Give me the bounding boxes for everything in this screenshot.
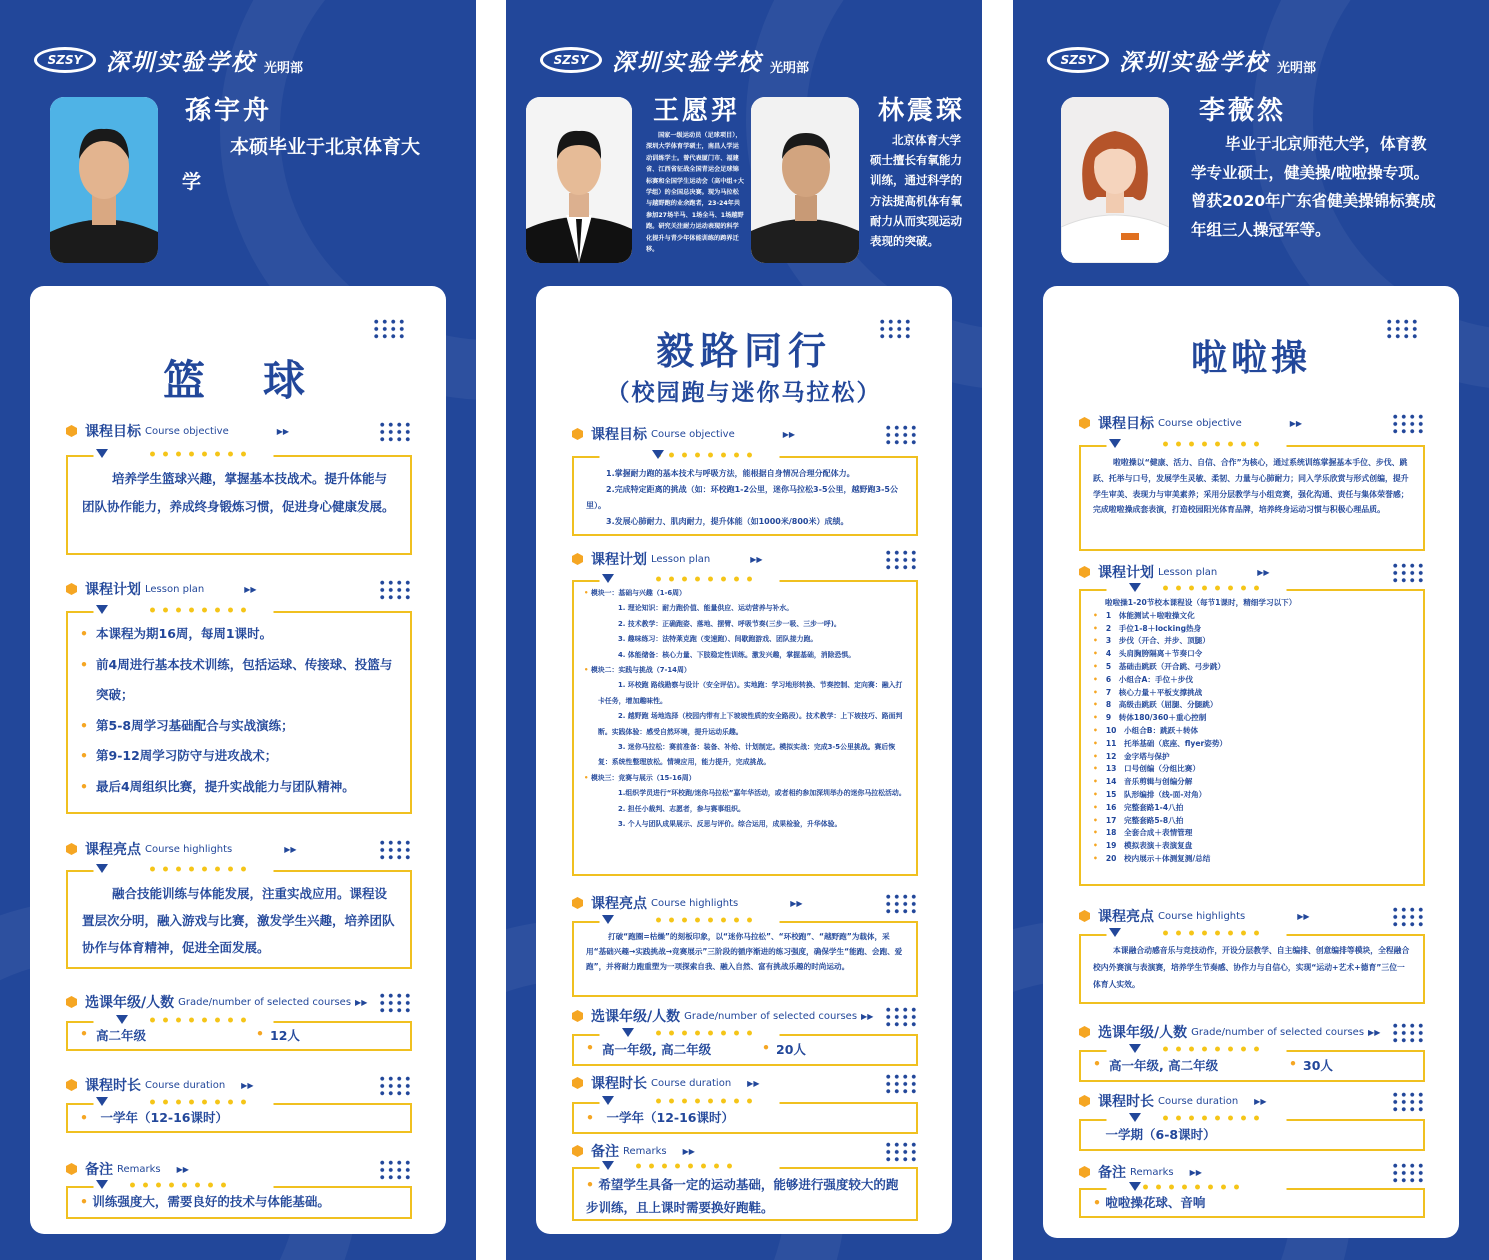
school-header (34, 40, 303, 80)
course-subtitle: （校园跑与迷你马拉松） (606, 380, 882, 406)
module-item: 3. 趣味练习：法特莱克跑（变速跑）、间歇跑游戏、团队接力跑。 (618, 635, 818, 644)
course-panel-running (506, 0, 982, 1260)
course-title: 篮 球 (162, 356, 313, 405)
double-arrow-icon: ▶▶ (861, 1011, 874, 1021)
module-item: 3. 个人与团队成果展示、反思与评价。综合运用，成果检验，升华体验。 (618, 820, 842, 829)
hexagon-icon (1079, 417, 1090, 429)
highlights-text: 打破“跑圈=枯燥”的刻板印象，以“迷你马拉松”、“环校跑”、“越野跑”为载体，采用“基础兴趣→实践挑战→竞赛展示”三阶段的循序渐进的练习强度，确保学生“能跑、会跑、爱跑”，并将耐力跑重塑为一项探索自我、融入自然、富有挑战乐趣的时尚运动。 (586, 932, 903, 971)
teacher-name: 孫宇舟 (185, 96, 273, 126)
hexagon-icon (1079, 1095, 1090, 1107)
module-item: 4. 体能储备：核心力量、下肢稳定性训练。激发兴趣，掌握基础，消除恐惧。 (618, 650, 856, 659)
teacher-photo (50, 97, 158, 263)
school-name: 深圳实验学校 (1119, 48, 1269, 76)
campus-name: 光明部 (1277, 60, 1317, 76)
module-item: 2. 担任小裁判、志愿者，参与赛事组织。 (618, 804, 745, 813)
objective-text: 啦啦操以“健康、活力、自信、合作”为核心，通过系统训练掌握基本手位、步伐、跳跃、托举与口号，发展学生灵敏、柔韧、力量与心肺耐力；同入学乐欣赏与形式创编，提升学生审美、表现力与审美素养；采用分层教学与小组竞赛，强化沟通、责任与集体荣誉感；完成啦啦操成套表演，打造校园阳光体育品牌，培养终身运动习惯与积极心理品质。 (1093, 458, 1409, 515)
hexagon-icon (572, 553, 583, 565)
course-title: 啦啦操 (1190, 338, 1311, 379)
plan-item: 19 模拟表演＋表演复盘 (1105, 841, 1193, 851)
double-arrow-icon: ▶▶ (1189, 1167, 1202, 1177)
plan-item: 14 音乐剪辑与创编分解 (1105, 777, 1193, 787)
school-name: 深圳实验学校 (106, 48, 256, 76)
double-arrow-icon: ▶▶ (790, 898, 803, 908)
module-title: 模块三：竞赛与展示（15-16周） (590, 773, 696, 782)
double-arrow-icon: ▶▶ (241, 1080, 254, 1090)
course-card: 篮 球 课程目标 Course objective ▶▶ 培养学生篮球兴趣，掌握基本技战术。提升体能与团队协作能力，养成终身锻炼习惯，促进身心健康发展。 课程计划 Lesson plan ▶▶ • 本课程为期16周，每周1课时。 • 前4周进行基本技术训练，包括运球、传接球、投篮与突破； • 第5-8周学习基础配合与实战演练； • 第9-12周学习防守与进攻战术； • 最后4周组织比赛，提升实战能力与团队精神。 课程亮点 Course highlights ▶▶ 融合技能训练与体能发展，注重实战应用。课程设置层次分明，融入游戏与比赛，激发学生兴趣，培养团队协作与体育精神，促进全面发展。 选课年级/人数 Grade/number of selected courses ▶▶ • 高二年级 • 12人 课程时长 Course duration ▶▶ • 一学年（12-16课时） 备注 Remarks ▶▶ • 训练强度大，需要良好的技术与体能基础。 (30, 286, 446, 1234)
course-panel-cheerleading (1013, 0, 1489, 1260)
plan-item: 10 小组合B：跳跃＋转体 (1105, 725, 1199, 735)
hexagon-icon (66, 583, 77, 595)
double-arrow-icon: ▶▶ (1289, 418, 1303, 428)
module-item: 1.组织学员进行“环校跑/迷你马拉松”嘉年华活动，或者相约参加深圳举办的迷你马拉松活动。 (618, 789, 906, 798)
objective-text: 培养学生篮球兴趣，掌握基本技战术。提升体能与团队协作能力，养成终身锻炼习惯，促进身心健康发展。 (82, 471, 395, 514)
teacher-photo (751, 97, 859, 263)
highlights-text: 本课融合动感音乐与竞技动作，开设分层教学、自主编排、创意编排等模块，全程融合校内外赛演与表演赛，培养学生节奏感、协作力与自信心，实现“运动+艺术+德育”三位一体育人实效。 (1093, 946, 1410, 989)
plan-item: 3 步伐（开合、并步、顶腿） (1105, 636, 1210, 646)
plan-item: 11 托举基础（底座、flyer姿势） (1105, 738, 1228, 748)
course-card: 啦啦操 课程目标 Course objective ▶▶ 啦啦操以“健康、活力、自信、合作”为核心，通过系统训练掌握基本手位、步伐、跳跃、托举与口号，发展学生灵敏、柔韧、力量与心肺耐力；同入学乐欣赏与形式创编，提升学生审美、表现力与审美素养；采用分层教学与小组竞赛，强化沟通、责任与集体荣誉感；完成啦啦操成套表演，打造校园阳光体育品牌，培养终身运动习惯与积极心理品质。 课程计划 Lesson plan ▶▶ 啦啦操1-20节校本课程设（每节1课时，精细学习以下） • 1 体能测试＋啦啦操文化 • 2 手位1-8＋locking热身 • 3 步伐（开合、并步、顶腿） • 4 头肩胸胯隔离＋节奏口令 • 5 基础击跳跃（开合跳、弓步跳） • 6 小组合A：手位＋步伐 • 7 核心力量＋平板支撑挑战 • 8 高级击跳跃（屈腿、分腿跳） • 9 转体180/360＋重心控制 • 10 小组合B：跳跃＋转体 • 11 托举基础（底座、flyer姿势） • 12 金字塔与保护 • 13 口号创编（分组比赛） • 14 音乐剪辑与创编分解 • 15 队形编排（线-面-对角） • 16 完整套路1-4八拍 • 17 完整套路5-8八拍 • 18 全套合成＋表情管理 • 19 模拟表演＋表演复盘 • 20 校内展示＋体测复测/总结 课程亮点 Course highlights ▶▶ 本课融合动感音乐与竞技动作，开设分层教学、自主编排、创意编排等模块，全程融合校内外赛演与表演赛，培养学生节奏感、协作力与自信心，实现“运动+艺术+德育”三位一体育人实效。 选课年级/人数 Grade/number of selected courses ▶▶ • 高一年级, 高二年级 • 30人 课程时长 Course duration ▶▶ 一学期（6-8课时） 备注 Remarks ▶▶ • 啦啦操花球、音响 (1043, 286, 1459, 1238)
plan-item: 最后4周组织比赛，提升实战能力与团队精神。 (96, 778, 355, 794)
module-item: 1. 环校跑 路线勘察与设计（安全评估）。实地跑：学习地形转换、节奏控制、定向赛：融入打卡任务，增加趣味性。 (598, 681, 903, 705)
plan-item: 前4周进行基本技术训练，包括运球、传接球、投篮与突破； (96, 656, 393, 702)
hexagon-icon (66, 843, 77, 855)
teacher-bio: 北京体育大学硕士擅长有氧能力训练，通过科学的方法提高机体有氧耐力从而实现运动表现的突破。 (870, 133, 962, 249)
count-value: 30人 (1303, 1058, 1333, 1073)
hexagon-icon (572, 1077, 583, 1089)
course-panel-basketball (0, 0, 476, 1260)
plan-item: 8 高级击跳跃（屈腿、分腿跳） (1105, 700, 1218, 710)
plan-item: 6 小组合A：手位＋步伐 (1105, 674, 1193, 684)
teacher-photo (526, 97, 632, 263)
plan-item: 5 基础击跳跃（开合跳、弓步跳） (1105, 661, 1226, 671)
plan-item: 18 全套合成＋表情管理 (1105, 828, 1193, 838)
objective-item: 1.掌握耐力跑的基本技术与呼吸方法，能根据自身情况合理分配体力。 (606, 469, 855, 478)
hexagon-icon (572, 428, 583, 440)
objective-item: 2.完成特定距离的挑战（如：环校跑1-2公里，迷你马拉松3-5公里，越野跑3-5公里）。 (586, 485, 898, 510)
grade-value: 高二年级 (96, 1028, 147, 1043)
hexagon-icon (1079, 910, 1090, 922)
module-title: 模块二：实践与挑战（7-14周） (590, 666, 691, 675)
hexagon-icon (66, 1163, 77, 1175)
plan-item: 本课程为期16周，每周1课时。 (96, 626, 273, 641)
hexagon-icon (66, 996, 77, 1008)
plan-item: 9 转体180/360＋重心控制 (1105, 713, 1207, 723)
module-item: 1. 理论知识：耐力跑价值、能量供应、运动营养与补水。 (618, 604, 794, 613)
hexagon-icon (1079, 1166, 1090, 1178)
plan-item: 第9-12周学习防守与进攻战术； (96, 748, 278, 763)
hexagon-icon (572, 1145, 583, 1157)
plan-item: 13 口号创编（分组比赛） (1105, 764, 1200, 774)
double-arrow-icon: ▶▶ (682, 1146, 695, 1156)
count-value: 20人 (776, 1042, 806, 1057)
plan-item: 1 体能测试＋啦啦操文化 (1105, 610, 1195, 620)
remarks-value: 啦啦操花球、音响 (1105, 1195, 1206, 1210)
double-arrow-icon: ▶▶ (176, 1164, 189, 1174)
school-header (1047, 40, 1316, 80)
plan-item: 4 头肩胸胯隔离＋节奏口令 (1105, 649, 1203, 659)
highlights-text: 融合技能训练与体能发展，注重实战应用。课程设置层次分明，融入游戏与比赛，激发学生兴趣，培养团队协作与体育精神，促进全面发展。 (82, 886, 395, 955)
school-header (540, 40, 809, 80)
hexagon-icon (66, 1079, 77, 1091)
plan-item: 16 完整套路1-4八拍 (1105, 802, 1184, 812)
double-arrow-icon: ▶▶ (750, 554, 763, 564)
course-card: 毅路同行 （校园跑与迷你马拉松） 课程目标 Course objective ▶▶ 1.掌握耐力跑的基本技术与呼吸方法，能根据自身情况合理分配体力。 2.完成特定距离的挑战（如：环校跑1-2公里，迷你马拉松3-5公里，越野跑3-5公里）。 3.发展心肺耐力、肌肉耐力，提升体能（如1000米/800米）成绩。 课程计划 Lesson plan ▶▶ • 模块一：基础与兴趣（1-6周） 1. 理论知识：耐力跑价值、能量供应、运动营养与补水。 2. 技术教学：正确跑姿、落地、摆臂、呼吸节奏(三步一吸、三步一呼)。 3. 趣味练习：法特莱克跑（变速跑）、间歇跑游戏、团队接力跑。 4. 体能储备：核心力量、下肢稳定性训练。激发兴趣，掌握基础，消除恐惧。 • 模块二：实践与挑战（7-14周） 1. 环校跑 路线勘察与设计（安全评估）。实地跑：学习地形转换、节奏控制、定向赛：融入打卡任务，增加趣味性。 2. 越野跑 场地选择（校园内带有上下坡坡性质的安全路段）。技术教学：上下坡技巧、路面判断。实践体验：感受自然环境，提升运动乐趣。 3. 迷你马拉松：赛前准备：装备、补给、计划制定。模拟实战：完成3-5公里挑战。赛后恢复：系统性整理放松。情境应用，能力提升，完成挑战。 • 模块三：竞赛与展示（15-16周） 1.组织学员进行“环校跑/迷你马拉松”嘉年华活动，或者相约参加深圳举办的迷你马拉松活动。 2. 担任小裁判、志愿者，参与赛事组织。 3. 个人与团队成果展示、反思与评价。综合运用，成果检验，升华体验。 课程亮点 Course highlights ▶▶ 打破“跑圈=枯燥”的刻板印象，以“迷你马拉松”、“环校跑”、“越野跑”为载体，采用“基础兴趣→实践挑战→竞赛展示”三阶段的循序渐进的练习强度，确保学生“能跑、会跑、爱跑”，并将耐力跑重塑为一项探索自我、融入自然、富有挑战乐趣的时尚运动。 选课年级/人数 Grade/number of selected courses ▶▶ • 高一年级, 高二年级 • 20人 课程时长 Course duration ▶▶ • 一学年（12-16课时） 备注 Remarks ▶▶ • 希望学生具备一定的运动基础，能够进行强度较大的跑步训练，且上课时需要换好跑鞋。 (536, 286, 952, 1234)
hexagon-icon (1079, 566, 1090, 578)
plan-item: 17 完整套路5-8八拍 (1105, 815, 1184, 825)
school-logo: SZSY (34, 47, 96, 73)
module-title: 模块一：基础与兴趣（1-6周） (590, 589, 686, 597)
hexagon-icon (1079, 1026, 1090, 1038)
double-arrow-icon: ▶▶ (1297, 911, 1310, 921)
remarks-value: 希望学生具备一定的运动基础，能够进行强度较大的跑步训练，且上课时需要换好跑鞋。 (586, 1177, 899, 1215)
double-arrow-icon: ▶▶ (244, 584, 257, 594)
teacher-name: 李薇然 (1199, 96, 1287, 126)
campus-name: 光明部 (264, 60, 304, 76)
plan-item: 第5-8周学习基础配合与实战演练； (96, 717, 294, 733)
teacher-bio: 毕业于北京师范大学，体育教学专业硕士，健美操/啦啦操专项。曾获2020年广东省健美操锦标赛成年组三人操冠军等。 (1191, 135, 1436, 239)
grade-value: 高一年级, 高二年级 (602, 1042, 712, 1057)
double-arrow-icon: ▶▶ (1254, 1096, 1267, 1106)
school-logo: SZSY (1047, 47, 1109, 73)
plan-item: 7 核心力量＋平板支撑挑战 (1105, 687, 1203, 697)
double-arrow-icon: ▶▶ (276, 426, 290, 436)
double-arrow-icon: ▶▶ (1368, 1027, 1381, 1037)
double-arrow-icon: ▶▶ (782, 429, 796, 439)
plan-item: 12 金字塔与保护 (1105, 751, 1170, 761)
duration-value: 一学年（12-16课时） (606, 1110, 734, 1125)
school-logo: SZSY (540, 47, 602, 73)
hexagon-icon (572, 1010, 583, 1022)
double-arrow-icon: ▶▶ (284, 844, 297, 854)
plan-item: 15 队形编排（线-面-对角） (1105, 789, 1207, 799)
hexagon-icon (572, 897, 583, 909)
count-value: 12人 (270, 1028, 300, 1043)
campus-name: 光明部 (770, 60, 810, 76)
module-item: 2. 越野跑 场地选择（校园内带有上下坡坡性质的安全路段）。技术教学：上下坡技巧、路面判断。实践体验：感受自然环境，提升运动乐趣。 (598, 712, 903, 736)
plan-intro: 啦啦操1-20节校本课程设（每节1课时，精细学习以下） (1105, 598, 1297, 607)
teacher-photo (1061, 97, 1169, 263)
plan-item: 2 手位1-8＋locking热身 (1105, 623, 1202, 633)
duration-value: 一学年（12-16课时） (100, 1110, 228, 1125)
duration-value: 一学期（6-8课时） (1105, 1127, 1216, 1142)
double-arrow-icon: ▶▶ (747, 1078, 760, 1088)
double-arrow-icon: ▶▶ (355, 997, 368, 1007)
teacher-bio: 国家一级运动员（足球项目），深圳大学体育学硕士，南昌人学运动训练学士。曾代表厦门市、福建省、江西省征战全国青运会足球锦标赛和全国学生运动会（高中组+大学组）的全国总决赛。现为马拉松与越野跑的业余跑者，23-24年共参加27场半马、1场全马、1场越野跑。研究关注耐力运动表现的科学化提升与青少年体能训练的跨界迁移。 (646, 132, 744, 254)
remarks-value: 训练强度大，需要良好的技术与体能基础。 (92, 1194, 330, 1209)
hexagon-icon (66, 425, 77, 437)
module-item: 3. 迷你马拉松：赛前准备：装备、补给、计划制定。模拟实战：完成3-5公里挑战。赛后恢复：系统性整理放松。情境应用，能力提升，完成挑战。 (598, 743, 896, 767)
course-title: 毅路同行 (655, 329, 832, 373)
teacher-name: 林震琛 (878, 96, 966, 126)
teacher-name: 王愿羿 (653, 96, 741, 126)
plan-item: 20 校内展示＋体测复测/总结 (1105, 853, 1211, 863)
double-arrow-icon: ▶▶ (1257, 567, 1270, 577)
school-name: 深圳实验学校 (612, 48, 762, 76)
objective-item: 3.发展心肺耐力、肌肉耐力，提升体能（如1000米/800米）成绩。 (606, 517, 849, 526)
grade-value: 高一年级, 高二年级 (1109, 1058, 1219, 1073)
teacher-bio: 本硕毕业于北京体育大学 (182, 136, 421, 193)
module-item: 2. 技术教学：正确跑姿、落地、摆臂、呼吸节奏(三步一吸、三步一呼)。 (618, 619, 841, 628)
